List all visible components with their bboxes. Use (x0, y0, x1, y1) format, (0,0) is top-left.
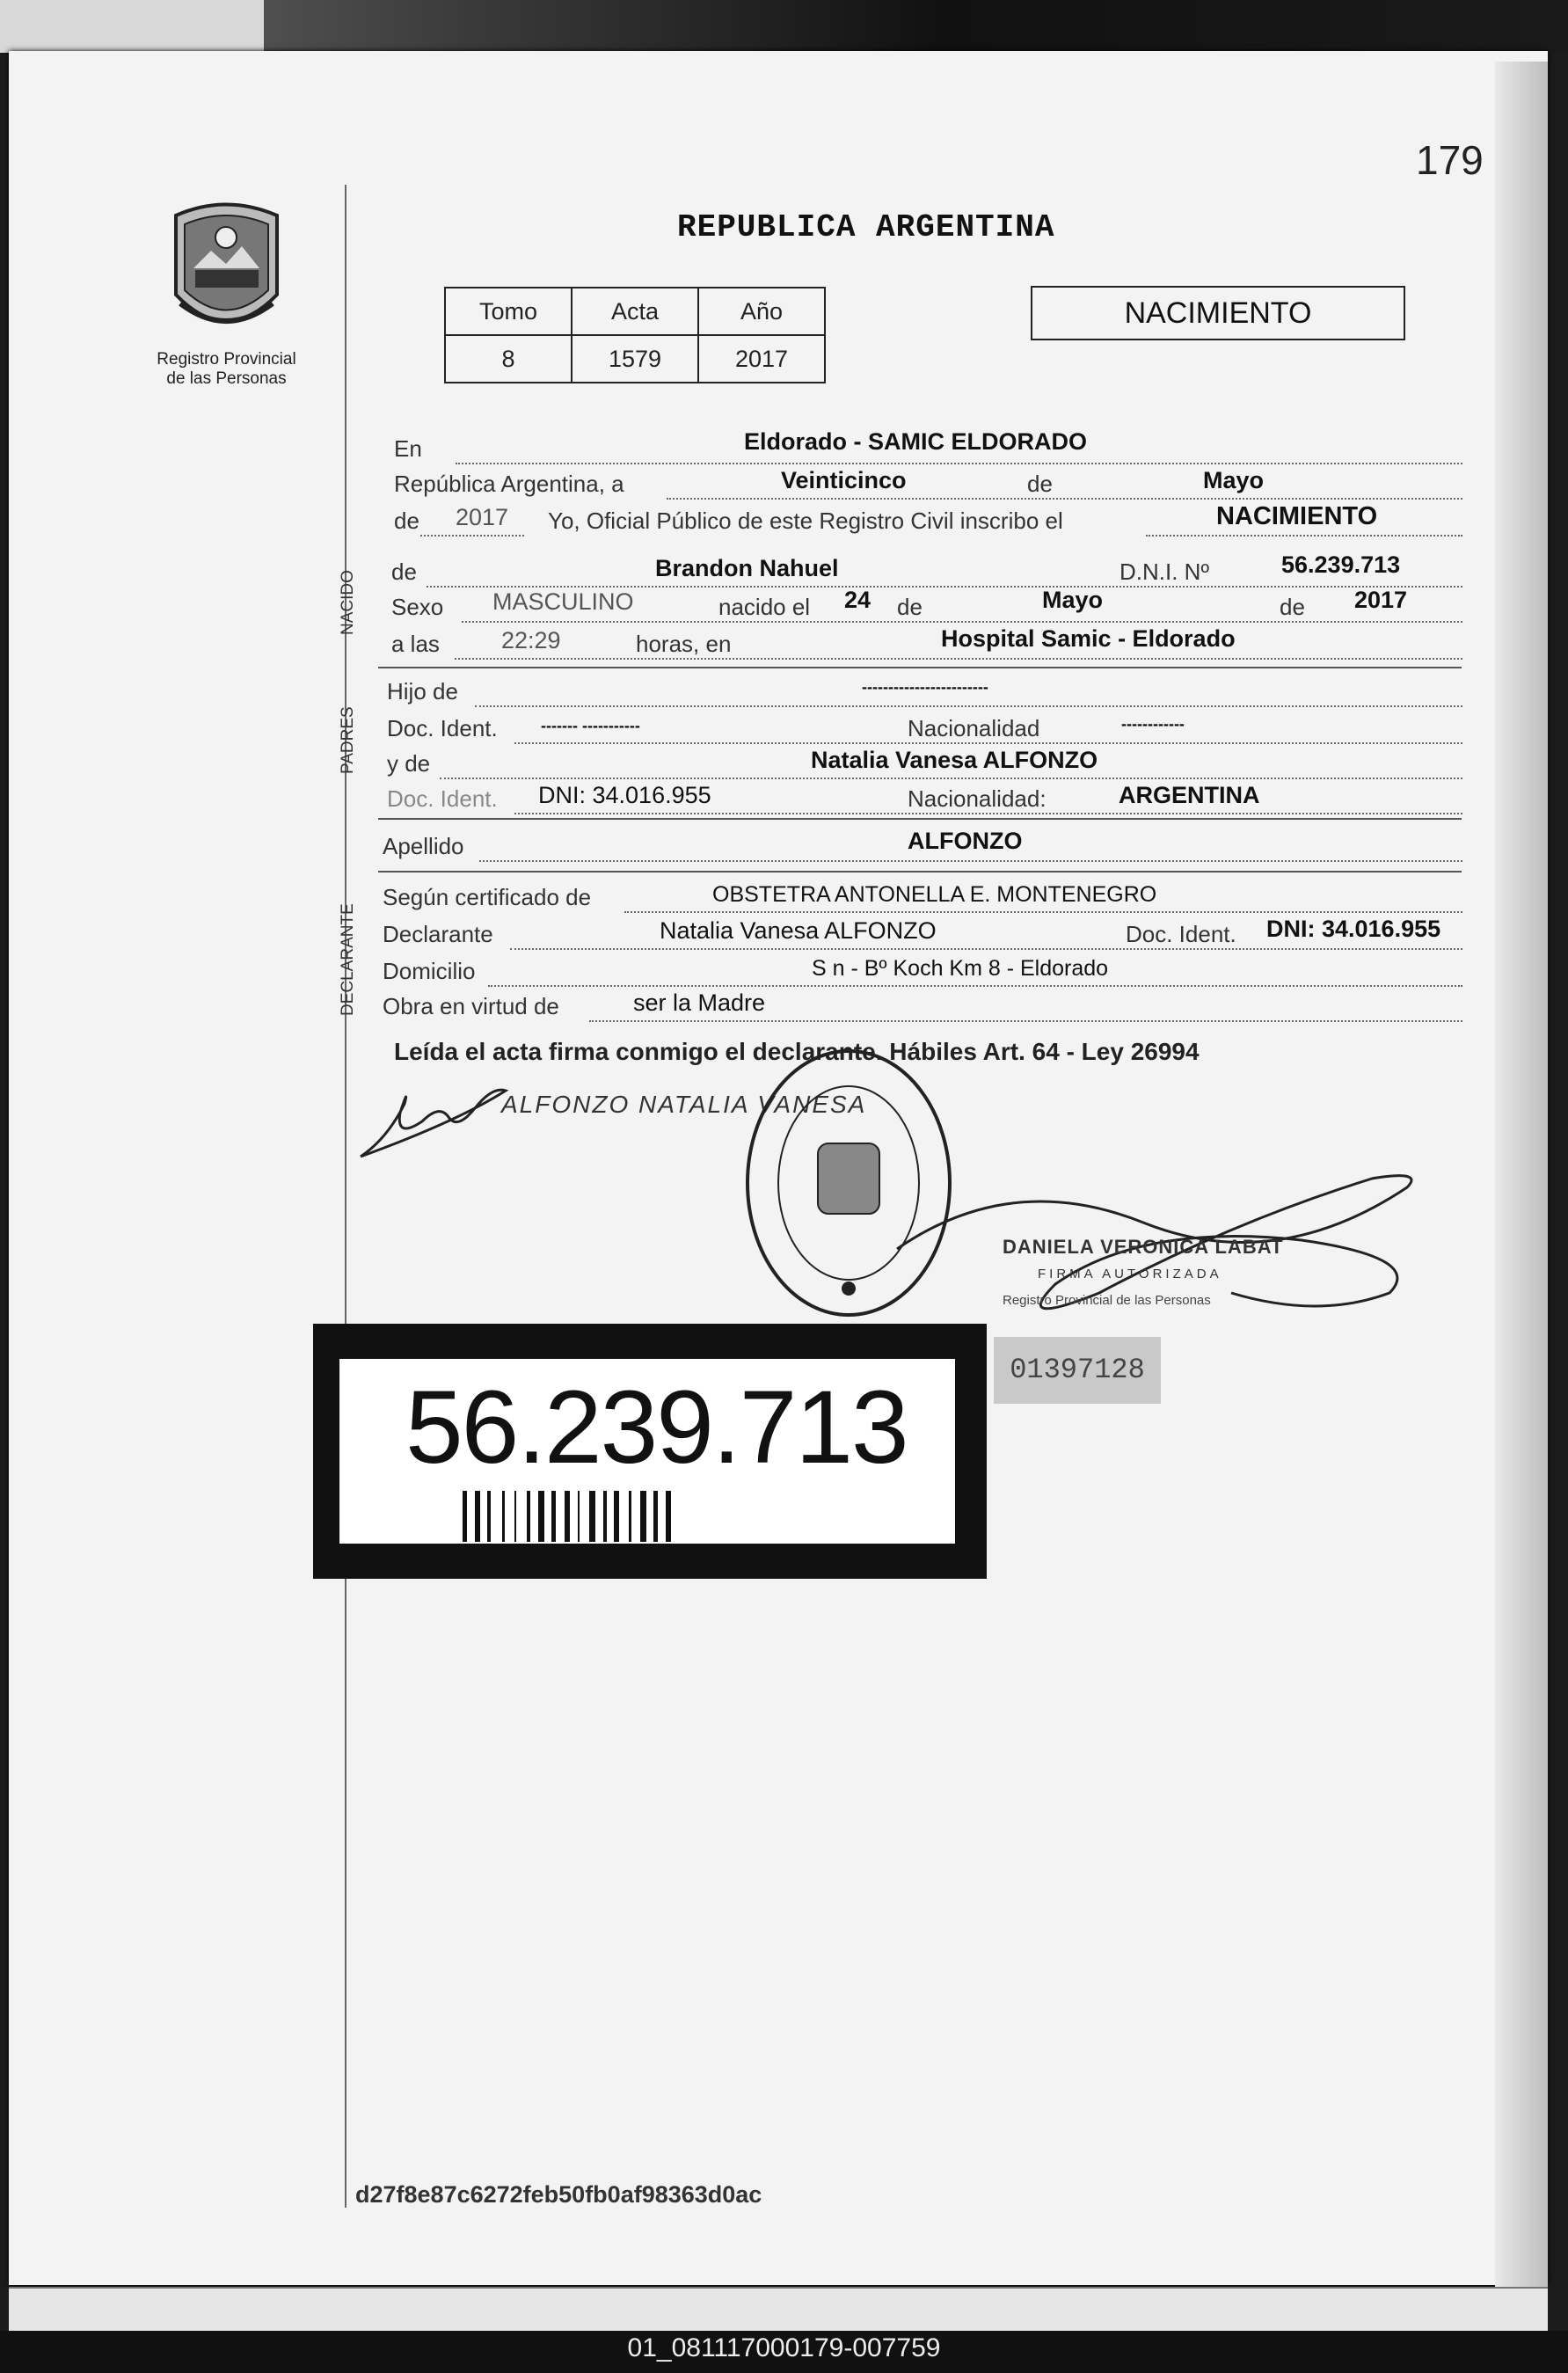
scan-background-top (0, 0, 1568, 53)
declarant-handwritten-name: ALFONZO NATALIA VANESA (501, 1091, 867, 1118)
barcode-bar (565, 1491, 570, 1542)
value-apellido: ALFONZO (908, 828, 1023, 854)
dotted-line (514, 742, 1462, 744)
value-dia: Veinticinco (781, 467, 907, 493)
barcode-bar (629, 1491, 631, 1542)
section-nacido-label: NACIDO (339, 570, 357, 635)
anio-header: Año (698, 288, 825, 335)
closing-statement: Leída el acta firma conmigo el declarante. Hábiles Art. 64 - Ley 26994 (394, 1038, 1200, 1065)
section-divider (378, 667, 1462, 668)
label-de: de (1027, 471, 1053, 497)
declarant-signature (352, 1069, 519, 1170)
row-hora (391, 626, 1462, 661)
row-en (394, 428, 1462, 466)
province-seal-logo (158, 198, 295, 343)
barcode-bar (463, 1491, 467, 1542)
label-hijo-de: Hijo de (387, 678, 458, 705)
value-hora: 22:29 (501, 627, 561, 653)
page-edge-shadow (1495, 62, 1548, 2296)
dotted-line (589, 1020, 1462, 1022)
official-role: FIRMA AUTORIZADA (1038, 1267, 1222, 1281)
value-padre: ------------------------ (862, 678, 988, 696)
barcode-bar (487, 1491, 491, 1542)
label-nacionalidad: Nacionalidad (908, 715, 1040, 741)
tomo-value: 8 (445, 335, 572, 383)
barcode-bar (578, 1491, 580, 1542)
dotted-line (427, 586, 1462, 588)
registry-label-line2: de las Personas (166, 369, 287, 388)
label-domicilio: Domicilio (383, 958, 476, 984)
dotted-line (514, 813, 1462, 814)
row-declarante (383, 916, 1462, 952)
value-lugar-nac: Hospital Samic - Eldorado (941, 625, 1236, 652)
registry-label-line1: Registro Provincial (157, 350, 296, 369)
barcode-bar (614, 1491, 619, 1542)
page-number: 179 (1416, 137, 1484, 183)
dotted-line (462, 621, 1462, 623)
barcode-bar (666, 1491, 671, 1542)
barcode-bar (603, 1491, 607, 1542)
record-value-row (445, 335, 825, 383)
section-divider (378, 818, 1462, 820)
dotted-line (475, 705, 1462, 707)
barcode-bar (475, 1491, 480, 1542)
tomo-header: Tomo (445, 288, 572, 335)
value-declarante: Natalia Vanesa ALFONZO (660, 917, 937, 944)
value-inscribe: NACIMIENTO (1216, 502, 1378, 530)
label-doc-ident2: Doc. Ident. (387, 785, 498, 812)
value-nombre: Brandon Nahuel (655, 555, 839, 581)
label-de2: de (394, 507, 419, 534)
value-padre-nac: ------------ (1121, 715, 1185, 733)
value-mes: Mayo (1203, 467, 1265, 493)
row-y-de (387, 746, 1462, 781)
barcode-bar (502, 1491, 505, 1542)
barcode-bar (538, 1491, 544, 1542)
label-de5: de (1280, 594, 1305, 620)
dotted-line (510, 948, 1462, 950)
scan-identifier: 01_081117000179-007759 (627, 2333, 941, 2362)
row-obra (383, 989, 1462, 1024)
value-anio: 2017 (456, 504, 509, 530)
label-declarante: Declarante (383, 921, 493, 947)
barcode-bar (514, 1491, 516, 1542)
row-inscribe (394, 503, 1462, 538)
acta-header: Acta (572, 288, 698, 335)
dotted-line (479, 860, 1462, 862)
section-divider (378, 871, 1462, 873)
section-padres-label: PADRES (339, 706, 357, 774)
document-title: REPUBLICA ARGENTINA (677, 209, 1055, 245)
label-dni: D.N.I. Nº (1119, 559, 1209, 585)
label-de4: de (897, 594, 923, 620)
record-type-box: NACIMIENTO (1031, 286, 1405, 340)
label-republica: República Argentina, a (394, 471, 624, 497)
underlying-page-strip (9, 2287, 1548, 2333)
value-lugar: Eldorado - SAMIC ELDORADO (744, 428, 1087, 455)
value-certificado: OBSTETRA ANTONELLA E. MONTENEGRO (712, 882, 1157, 907)
form-number-stamp: 01397128 (994, 1337, 1161, 1404)
barcode-bar (527, 1491, 530, 1542)
value-sexo: MASCULINO (492, 588, 634, 615)
barcode-label (313, 1324, 987, 1579)
label-nacionalidad2: Nacionalidad: (908, 785, 1047, 812)
label-obra: Obra en virtud de (383, 993, 559, 1019)
label-sexo: Sexo (391, 594, 444, 620)
label-doc-ident3: Doc. Ident. (1126, 921, 1236, 947)
row-fecha (394, 466, 1462, 501)
dotted-line (1146, 535, 1462, 537)
scan-edge (0, 0, 264, 53)
barcode-bar (551, 1491, 556, 1542)
row-sexo (391, 589, 1462, 624)
value-madre-doc: DNI: 34.016.955 (538, 782, 711, 808)
value-nacido-anio: 2017 (1354, 587, 1408, 613)
label-doc-ident: Doc. Ident. (387, 715, 498, 741)
label-en: En (394, 435, 422, 462)
label-segun: Según certificado de (383, 884, 592, 910)
row-nombre (391, 551, 1462, 589)
barcode-bar (640, 1491, 646, 1542)
record-table (444, 287, 826, 383)
value-nacido-mes: Mayo (1042, 587, 1104, 613)
row-madre-doc (387, 781, 1462, 816)
value-obra: ser la Madre (633, 989, 766, 1016)
dotted-line (488, 985, 1462, 987)
barcode-label-inner (339, 1359, 955, 1544)
dotted-line (667, 498, 1462, 500)
label-yo: Yo, Oficial Público de este Registro Civil inscribo el (548, 507, 1063, 534)
row-domicilio (383, 953, 1462, 989)
official-name: DANIELA VERONICA LABAT (1003, 1236, 1284, 1258)
section-declarante-label: DECLARANTE (339, 903, 357, 1016)
barcode-bars (463, 1491, 832, 1542)
dotted-line (456, 463, 1462, 464)
dotted-line (420, 535, 524, 537)
value-nacido-dia: 24 (844, 587, 872, 613)
label-horas-en: horas, en (636, 631, 732, 657)
record-header-row (445, 288, 825, 335)
row-hijo-de (387, 674, 1462, 709)
row-segun (383, 880, 1462, 915)
value-madre: Natalia Vanesa ALFONZO (811, 747, 1098, 773)
row-padre-doc (387, 711, 1462, 746)
acta-value: 1579 (572, 335, 698, 383)
value-declarante-doc: DNI: 34.016.955 (1266, 916, 1441, 942)
barcode-number: 56.239.713 (405, 1369, 908, 1486)
row-apellido (383, 829, 1462, 864)
value-madre-nac: ARGENTINA (1119, 782, 1260, 808)
label-nacido-el: nacido el (718, 594, 811, 620)
dotted-line (455, 658, 1462, 660)
barcode-bar (653, 1491, 658, 1542)
label-apellido: Apellido (383, 833, 464, 859)
margin-rule (345, 185, 346, 2208)
barcode-bar (589, 1491, 595, 1542)
anio-value: 2017 (698, 335, 825, 383)
value-dni: 56.239.713 (1281, 551, 1401, 578)
dotted-line (624, 911, 1462, 913)
label-de3: de (391, 559, 417, 585)
official-org: Registro Provincial de las Personas (1003, 1293, 1211, 1308)
label-a-las: a las (391, 631, 440, 657)
value-padre-doc: ------- ----------- (541, 717, 640, 734)
dotted-line (440, 778, 1462, 779)
document-hash: d27f8e87c6272feb50fb0af98363d0ac (355, 2181, 762, 2208)
label-y-de: y de (387, 750, 431, 777)
value-domicilio: S n - Bº Koch Km 8 - Eldorado (812, 956, 1109, 981)
registry-label (123, 350, 330, 389)
